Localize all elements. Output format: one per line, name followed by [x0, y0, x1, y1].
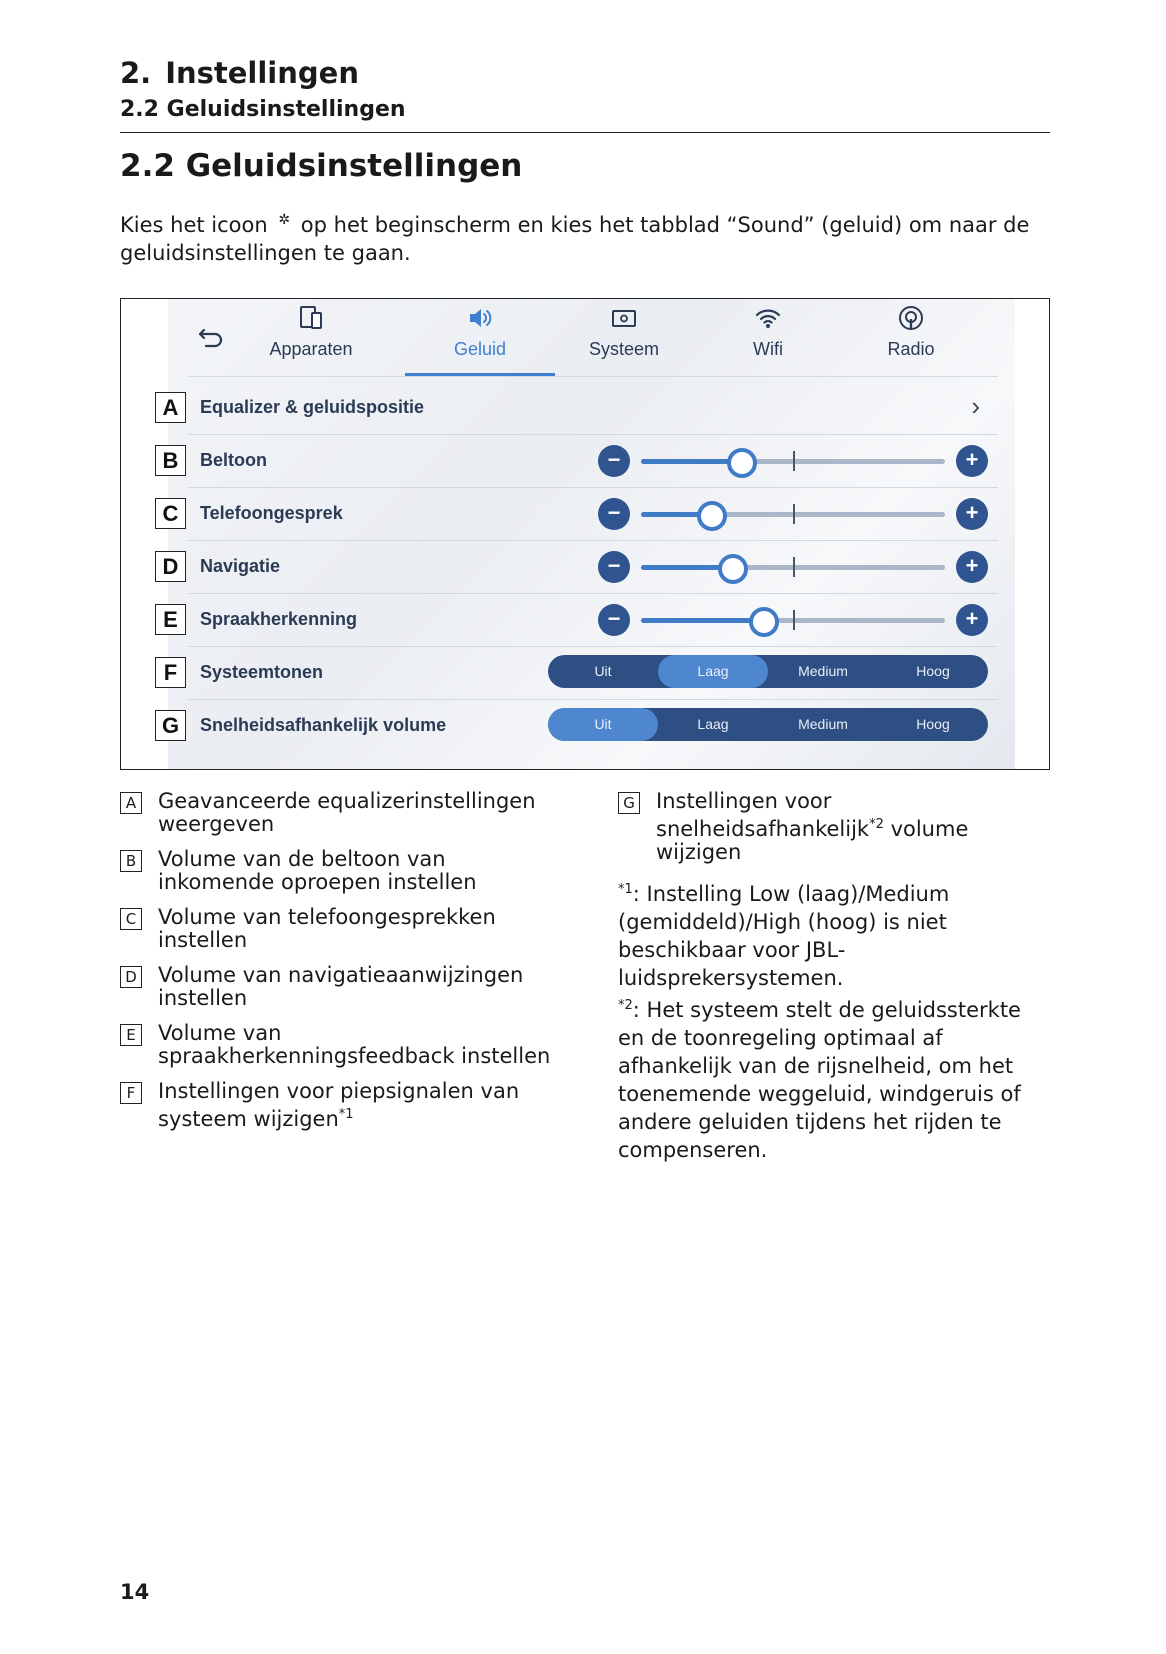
tab-radio[interactable]	[836, 299, 986, 377]
slider-track[interactable]	[641, 459, 945, 464]
tab-label: Radio	[887, 339, 935, 359]
minus-button[interactable]: −	[598, 498, 630, 530]
slider-knob[interactable]	[718, 554, 748, 584]
footnote-text: : Het systeem stelt de geluidssterkte en de toonregeling optimaal af afhankelijk van de rijsnelheid, om het toenemende weggeluid, windgeruis of andere geluiden tijdens het rijden te compenseren.	[618, 998, 1021, 1162]
slider-center-mark	[793, 557, 795, 577]
slider-track[interactable]	[641, 618, 945, 623]
minus-button[interactable]: −	[598, 551, 630, 583]
slider-knob[interactable]	[697, 501, 727, 531]
beltoon-slider[interactable]	[598, 445, 988, 477]
callout-badge-f: F	[155, 657, 186, 688]
legend-key: G	[618, 792, 640, 814]
row-label: Equalizer & geluidspositie	[200, 397, 425, 417]
row-telefoongesprek	[188, 485, 998, 541]
chapter-number: 2.	[120, 56, 152, 90]
legend-key: C	[120, 908, 142, 930]
row-equalizer[interactable]	[188, 379, 998, 435]
slider-center-mark	[793, 610, 795, 630]
running-section-title: 2.2 Geluidsinstellingen	[120, 97, 406, 122]
page-number: 14	[120, 1580, 150, 1604]
option-uit[interactable]: Uit	[548, 708, 658, 741]
gear-icon: ✲	[278, 212, 291, 228]
radio-icon	[898, 305, 924, 331]
callout-badge-c: C	[155, 498, 186, 529]
row-label: Spraakherkenning	[200, 609, 358, 629]
footnote-text: : Instelling Low (laag)/Medium (gemiddeld)/High (hoog) is niet beschikbaar voor JBL-luidsprekersystemen.	[618, 882, 950, 990]
phone-tablet-icon	[298, 305, 324, 331]
legend-text: Volume van de beltoon van inkomende oproepen instellen	[158, 847, 477, 894]
row-navigatie	[188, 538, 998, 594]
tab-bar	[168, 299, 1015, 377]
snelheid-segmented-control	[548, 708, 988, 741]
plus-button[interactable]: +	[956, 445, 988, 477]
option-uit[interactable]: Uit	[594, 663, 612, 679]
legend-key: F	[120, 1082, 142, 1104]
legend-text: Geavanceerde equalizerinstellingen weergeven	[158, 789, 536, 836]
tab-label: Geluid	[453, 339, 507, 359]
legend-item-a	[120, 790, 560, 836]
slider-center-mark	[793, 504, 795, 524]
back-icon[interactable]	[196, 321, 226, 351]
legend-item-c	[120, 906, 560, 952]
legend-text: Volume van telefoongesprekken instellen	[158, 905, 496, 952]
footnote-2	[618, 992, 1050, 1164]
option-hoog[interactable]: Hoog	[916, 716, 950, 732]
row-label: Systeemtonen	[200, 662, 324, 682]
legend-key: E	[120, 1024, 142, 1046]
legend-item-b	[120, 848, 560, 894]
legend-right	[618, 790, 1050, 1164]
option-laag[interactable]: Laag	[658, 655, 768, 688]
legend-key: D	[120, 966, 142, 988]
intro-text-before: Kies het icoon	[120, 213, 268, 237]
sound-settings-screen	[168, 299, 1015, 769]
footnote-mark: *2	[618, 998, 633, 1013]
speaker-icon	[467, 305, 493, 331]
minus-button[interactable]: −	[598, 604, 630, 636]
slider-fill	[641, 459, 741, 464]
option-hoog[interactable]: Hoog	[916, 663, 950, 679]
minus-button[interactable]: −	[598, 445, 630, 477]
tab-divider	[188, 376, 998, 377]
legend-left	[120, 790, 560, 1143]
tab-label: Systeem	[588, 339, 660, 359]
footnote-mark: *1	[618, 882, 633, 897]
callout-badge-d: D	[155, 551, 186, 582]
wifi-icon	[755, 305, 781, 331]
footnote-ref: *1	[338, 1107, 354, 1122]
row-label: Beltoon	[200, 450, 267, 470]
slider-track[interactable]	[641, 512, 945, 517]
footnote-1	[618, 876, 1050, 992]
header-rule	[120, 132, 1050, 133]
legend-text: Instellingen voor piepsignalen van systeem wijzigen	[158, 1079, 520, 1131]
legend-item-g	[618, 790, 1050, 864]
slider-track[interactable]	[641, 565, 945, 570]
chapter-heading	[120, 56, 359, 90]
plus-button[interactable]: +	[956, 604, 988, 636]
row-systeemtonen	[188, 644, 998, 700]
row-snelheidsafhankelijk-volume	[188, 697, 998, 753]
callout-badge-b: B	[155, 445, 186, 476]
row-beltoon	[188, 432, 998, 488]
navigatie-slider[interactable]	[598, 551, 988, 583]
legend-item-f	[120, 1080, 560, 1131]
systeemtonen-segmented-control	[548, 655, 988, 688]
tab-wifi[interactable]	[693, 299, 843, 377]
spraakherkenning-slider[interactable]	[598, 604, 988, 636]
row-label: Telefoongesprek	[200, 503, 343, 523]
tab-apparaten[interactable]	[236, 299, 386, 377]
legend-item-e	[120, 1022, 560, 1068]
telefoongesprek-slider[interactable]	[598, 498, 988, 530]
plus-button[interactable]: +	[956, 498, 988, 530]
slider-knob[interactable]	[727, 448, 757, 478]
option-medium[interactable]: Medium	[798, 663, 848, 679]
tab-label: Wifi	[753, 339, 783, 359]
row-spraakherkenning	[188, 591, 998, 647]
callout-badge-a: A	[155, 392, 186, 423]
chapter-title: Instellingen	[165, 56, 359, 90]
option-medium[interactable]: Medium	[798, 716, 848, 732]
tab-geluid[interactable]	[405, 299, 555, 377]
intro-text-after: op het beginscherm en kies het tabblad “Sound” (geluid) om naar de geluidsinstellingen te gaan.	[120, 213, 1030, 265]
tab-label: Apparaten	[269, 339, 353, 359]
legend-text: Volume van spraakherkenningsfeedback instellen	[158, 1021, 551, 1068]
footnote-ref: *2	[869, 817, 884, 832]
intro-paragraph	[120, 206, 1050, 267]
legend-text: Volume van navigatieaanwijzingen instellen	[158, 963, 524, 1010]
chevron-right-icon: ›	[971, 391, 980, 421]
legend-text: Instellingen voor snelheidsafhankelijk	[656, 789, 870, 841]
legend-key: A	[120, 792, 142, 814]
legend-key: B	[120, 850, 142, 872]
plus-button[interactable]: +	[956, 551, 988, 583]
legend-item-d	[120, 964, 560, 1010]
legend-text: volume wijzigen	[656, 817, 969, 864]
callout-badge-e: E	[155, 604, 186, 635]
slider-center-mark	[793, 451, 795, 471]
slider-fill	[641, 618, 763, 623]
option-laag[interactable]: Laag	[697, 716, 729, 732]
callout-badge-g: G	[155, 710, 186, 741]
system-icon	[611, 305, 637, 331]
section-title: 2.2 Geluidsinstellingen	[120, 148, 523, 184]
tab-systeem[interactable]	[549, 299, 699, 377]
row-label: Navigatie	[200, 556, 281, 576]
row-label: Snelheidsafhankelijk volume	[200, 715, 447, 735]
slider-knob[interactable]	[749, 607, 779, 637]
